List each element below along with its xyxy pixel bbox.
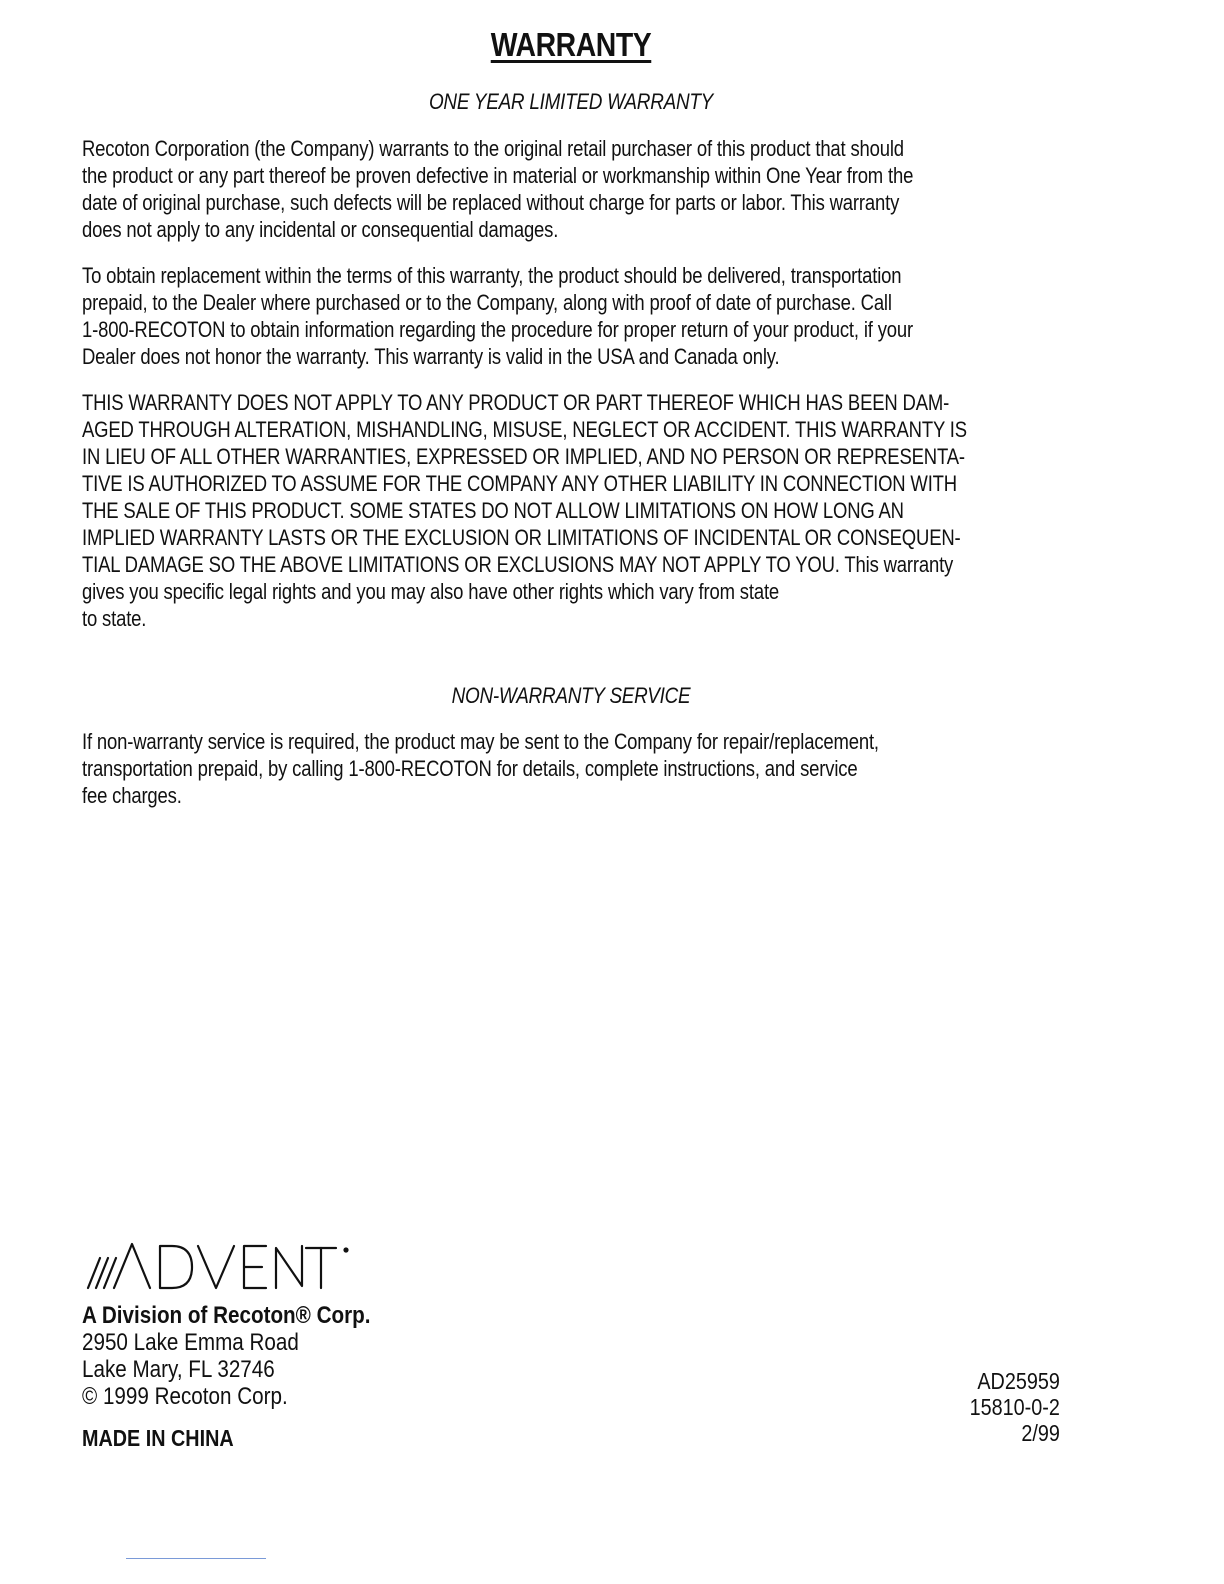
text-line: AGED THROUGH ALTERATION, MISHANDLING, MISUSE, NEGLECT OR ACCIDENT. THIS WARRANTY IS [82, 417, 967, 442]
text-line: Recoton Corporation (the Company) warrants to the original retail purchaser of this product that should [82, 136, 904, 161]
company-division: A Division of Recoton® Corp. [82, 1302, 371, 1329]
text-line: the product or any part thereof be proven defective in material or workmanship within One Year from the [82, 163, 914, 188]
text-line: does not apply to any incidental or consequential damages. [82, 217, 559, 242]
text-line: TIAL DAMAGE SO THE ABOVE LIMITATIONS OR EXCLUSIONS MAY NOT APPLY TO YOU. This warranty [82, 552, 954, 577]
text-line: If non-warranty service is required, the product may be sent to the Company for repair/replacement, [82, 729, 879, 754]
text-line: IN LIEU OF ALL OTHER WARRANTIES, EXPRESSED OR IMPLIED, AND NO PERSON OR REPRESENTA- [82, 444, 965, 469]
part-number: 15810-0-2 [969, 1394, 1060, 1420]
warranty-paragraph-2 [82, 262, 1038, 370]
text-line: THE SALE OF THIS PRODUCT. SOME STATES DO NOT ALLOW LIMITATIONS ON HOW LONG AN [82, 498, 904, 523]
advent-logo [84, 1226, 354, 1296]
city-state-zip: Lake Mary, FL 32746 [82, 1356, 275, 1383]
text-line: fee charges. [82, 783, 182, 808]
made-in-label: MADE IN CHINA [82, 1425, 234, 1451]
text-line: To obtain replacement within the terms of this warranty, the product should be delivered, transportation [82, 263, 902, 288]
text-line: to state. [82, 606, 147, 631]
non-warranty-paragraph [82, 728, 1038, 809]
footer-rule [126, 1558, 266, 1559]
text-line: prepaid, to the Dealer where purchased or to the Company, along with proof of date of purchase. Call [82, 290, 892, 315]
page-title: WARRANTY [490, 26, 652, 63]
text-line: transportation prepaid, by calling 1-800-RECOTON for details, complete instructions, and service [82, 756, 858, 781]
company-address [82, 1302, 371, 1410]
text-line: Dealer does not honor the warranty. This warranty is valid in the USA and Canada only. [82, 344, 780, 369]
warranty-paragraph-3 [82, 389, 1038, 632]
print-date: 2/99 [1021, 1420, 1060, 1446]
text-line: THIS WARRANTY DOES NOT APPLY TO ANY PRODUCT OR PART THEREOF WHICH HAS BEEN DAM- [82, 390, 950, 415]
copyright-notice: © 1999 Recoton Corp. [82, 1383, 288, 1410]
text-line: TIVE IS AUTHORIZED TO ASSUME FOR THE COMPANY ANY OTHER LIABILITY IN CONNECTION WITH [82, 471, 957, 496]
section-heading-limited-warranty: ONE YEAR LIMITED WARRANTY [428, 89, 714, 114]
model-number: AD25959 [977, 1368, 1060, 1394]
document-codes [970, 1368, 1060, 1446]
section-heading-non-warranty: NON-WARRANTY SERVICE [451, 683, 691, 708]
warranty-paragraph-1 [82, 135, 1038, 243]
street-address: 2950 Lake Emma Road [82, 1329, 299, 1356]
text-line: 1-800-RECOTON to obtain information regarding the procedure for proper return of your product, if your [82, 317, 913, 342]
text-line: date of original purchase, such defects will be replaced without charge for parts or labor. This warranty [82, 190, 900, 215]
text-line: gives you specific legal rights and you may also have other rights which vary from state [82, 579, 780, 604]
text-line: IMPLIED WARRANTY LASTS OR THE EXCLUSION OR LIMITATIONS OF INCIDENTAL OR CONSEQUEN- [82, 525, 961, 550]
